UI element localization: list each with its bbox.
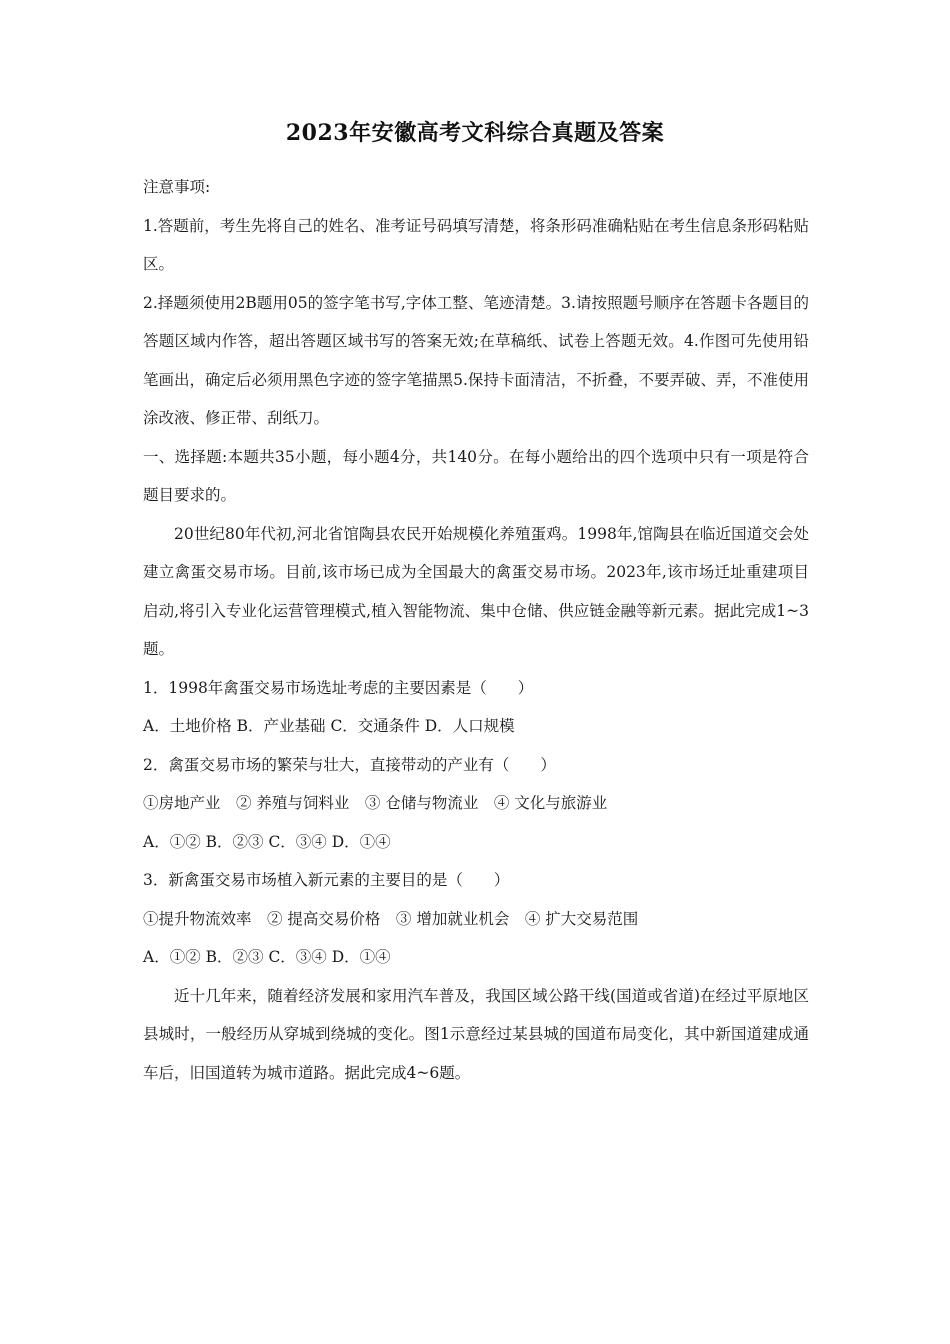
- question-1-options: A．土地价格 B．产业基础 C．交通条件 D．人口规模: [143, 717, 515, 735]
- notice-item-1: 1.答题前，考生先将自己的姓名、准考证号码填写清楚，将条形码准确粘贴在考生信息条形码粘贴区。: [143, 216, 809, 273]
- document-body: [143, 168, 809, 1092]
- reading-passage-1: 20世纪80年代初,河北省馆陶县农民开始规模化养殖蛋鸡。1998年,馆陶县在临近国道交会处建立禽蛋交易市场。目前,该市场已成为全国最大的禽蛋交易市场。2023年,该市场迁址重建项目启动,将引入专业化运营管理模式,植入智能物流、集中仓储、供应链金融等新元素。据此完成1~3题。: [143, 524, 809, 658]
- reading-passage-2: 近十几年来，随着经济发展和家用汽车普及，我国区域公路干线(国道或省道)在经过平原地区县城时，一般经历从穿城到绕城的变化。图1示意经过某县城的国道布局变化，其中新国道建成通车后，旧国道转为城市道路。据此完成4~6题。: [143, 986, 809, 1082]
- question-1: 1．1998年禽蛋交易市场选址考虑的主要因素是（ ）: [143, 678, 534, 697]
- question-3-items: ①提升物流效率 ② 提高交易价格 ③ 增加就业机会 ④ 扩大交易范围: [143, 909, 639, 928]
- notice-heading: 注意事项:: [143, 178, 211, 196]
- question-3-options: A．①② B．②③ C．③④ D．①④: [143, 948, 391, 966]
- section-heading: 一、选择题:本题共35小题，每小题4分，共140分。在每小题给出的四个选项中只有一项是符合题目要求的。: [143, 447, 809, 504]
- notice-item-2: 2.择题须使用2B题用05的签字笔书写,字体工整、笔迹清楚。3.请按照题号顺序在答题卡各题目的答题区域内作答，超出答题区域书写的答案无效;在草稿纸、试卷上答题无效。4.作图可先使用铅笔画出，确定后必须用黑色字迹的签字笔描黑5.保持卡面清洁，不折叠，不要弄破、弄，不准使用涂改液、修正带、刮纸刀。: [143, 293, 809, 427]
- question-2: 2．禽蛋交易市场的繁荣与壮大，直接带动的产业有（ ）: [143, 755, 556, 774]
- page-title: 2023年安徽高考文科综合真题及答案: [285, 120, 665, 146]
- question-2-options: A．①② B．②③ C．③④ D．①④: [143, 832, 391, 851]
- question-3: 3．新禽蛋交易市场植入新元素的主要目的是（ ）: [143, 871, 510, 889]
- question-2-items: ①房地产业 ② 养殖与饲料业 ③ 仓储与物流业 ④ 文化与旅游业: [143, 794, 608, 812]
